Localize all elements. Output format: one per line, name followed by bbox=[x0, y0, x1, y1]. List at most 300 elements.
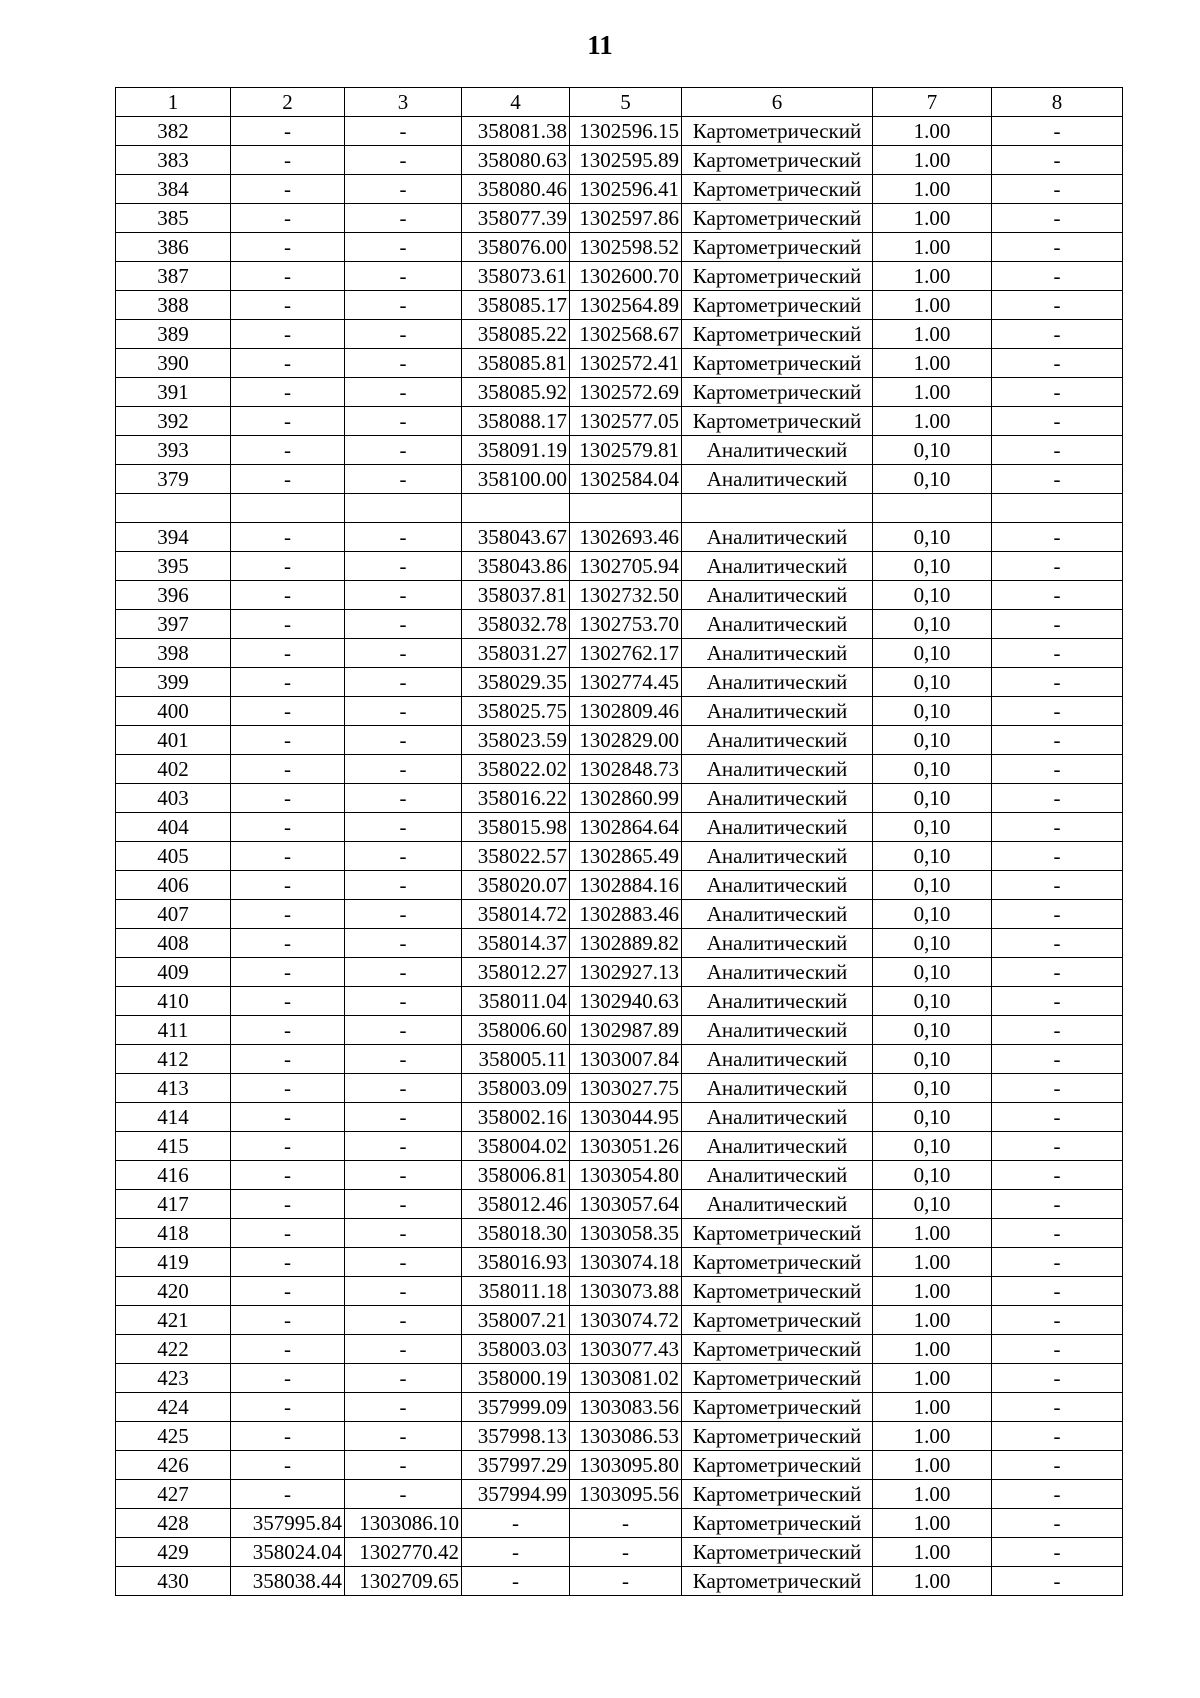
cell-note: - bbox=[992, 1074, 1123, 1103]
cell-old-x: - bbox=[231, 726, 345, 755]
cell-new-x: 357998.13 bbox=[462, 1422, 570, 1451]
cell-note bbox=[992, 494, 1123, 523]
cell-accuracy: 1.00 bbox=[873, 378, 992, 407]
cell-old-y: - bbox=[345, 610, 462, 639]
cell-new-x: 358002.16 bbox=[462, 1103, 570, 1132]
cell-method: Аналитический bbox=[682, 1190, 873, 1219]
cell-new-y: 1302987.89 bbox=[570, 1016, 682, 1045]
cell-note: - bbox=[992, 755, 1123, 784]
cell-old-y: - bbox=[345, 987, 462, 1016]
cell-old-y: - bbox=[345, 697, 462, 726]
cell-method: Картометрический bbox=[682, 1538, 873, 1567]
cell-new-y: 1302848.73 bbox=[570, 755, 682, 784]
cell-accuracy: 1.00 bbox=[873, 1306, 992, 1335]
cell-note: - bbox=[992, 1364, 1123, 1393]
table-row bbox=[116, 1161, 1123, 1190]
cell-old-x: - bbox=[231, 320, 345, 349]
cell-note: - bbox=[992, 523, 1123, 552]
table-row bbox=[116, 1364, 1123, 1393]
table-row bbox=[116, 1567, 1123, 1596]
cell-old-x: - bbox=[231, 407, 345, 436]
cell-new-y: 1302865.49 bbox=[570, 842, 682, 871]
cell-new-y: 1303081.02 bbox=[570, 1364, 682, 1393]
cell-old-y: - bbox=[345, 407, 462, 436]
cell-note: - bbox=[992, 233, 1123, 262]
cell-new-y: 1303058.35 bbox=[570, 1219, 682, 1248]
cell-new-y: 1302600.70 bbox=[570, 262, 682, 291]
table-row bbox=[116, 755, 1123, 784]
cell-old-y: - bbox=[345, 958, 462, 987]
cell-accuracy: 0,10 bbox=[873, 465, 992, 494]
cell-point-number: 427 bbox=[116, 1480, 231, 1509]
cell-old-y: 1302770.42 bbox=[345, 1538, 462, 1567]
cell-old-x: 358024.04 bbox=[231, 1538, 345, 1567]
table-row bbox=[116, 1538, 1123, 1567]
cell-note: - bbox=[992, 465, 1123, 494]
table-row bbox=[116, 1016, 1123, 1045]
cell-accuracy: 1.00 bbox=[873, 1248, 992, 1277]
cell-new-y: 1302577.05 bbox=[570, 407, 682, 436]
column-header: 1 bbox=[116, 88, 231, 117]
cell-old-y: - bbox=[345, 436, 462, 465]
cell-new-y: 1303086.53 bbox=[570, 1422, 682, 1451]
cell-new-y: 1302809.46 bbox=[570, 697, 682, 726]
cell-accuracy: 0,10 bbox=[873, 581, 992, 610]
cell-note: - bbox=[992, 436, 1123, 465]
cell-old-x: - bbox=[231, 1422, 345, 1451]
cell-new-x: 358003.03 bbox=[462, 1335, 570, 1364]
cell-old-y: - bbox=[345, 146, 462, 175]
cell-method: Картометрический bbox=[682, 1567, 873, 1596]
cell-new-y: 1302596.41 bbox=[570, 175, 682, 204]
cell-new-x: 358037.81 bbox=[462, 581, 570, 610]
cell-method: Аналитический bbox=[682, 1045, 873, 1074]
cell-method: Аналитический bbox=[682, 871, 873, 900]
cell-new-x: 358004.02 bbox=[462, 1132, 570, 1161]
table-row bbox=[116, 726, 1123, 755]
cell-note: - bbox=[992, 610, 1123, 639]
cell-point-number: 396 bbox=[116, 581, 231, 610]
cell-new-y: 1302762.17 bbox=[570, 639, 682, 668]
cell-note: - bbox=[992, 1451, 1123, 1480]
cell-old-y: - bbox=[345, 291, 462, 320]
cell-old-y: - bbox=[345, 233, 462, 262]
cell-new-y: - bbox=[570, 1538, 682, 1567]
cell-point-number: 420 bbox=[116, 1277, 231, 1306]
cell-accuracy: 0,10 bbox=[873, 1132, 992, 1161]
cell-point-number: 421 bbox=[116, 1306, 231, 1335]
cell-old-y: - bbox=[345, 668, 462, 697]
cell-method: Аналитический bbox=[682, 1132, 873, 1161]
cell-new-x: 357997.29 bbox=[462, 1451, 570, 1480]
cell-new-x: 358085.22 bbox=[462, 320, 570, 349]
cell-new-x: 358015.98 bbox=[462, 813, 570, 842]
table-row bbox=[116, 784, 1123, 813]
cell-old-x: - bbox=[231, 900, 345, 929]
cell-new-x: 358085.81 bbox=[462, 349, 570, 378]
cell-point-number bbox=[116, 494, 231, 523]
cell-point-number: 405 bbox=[116, 842, 231, 871]
cell-accuracy: 0,10 bbox=[873, 900, 992, 929]
cell-note: - bbox=[992, 668, 1123, 697]
cell-old-y: - bbox=[345, 262, 462, 291]
cell-old-y: - bbox=[345, 1306, 462, 1335]
cell-method: Аналитический bbox=[682, 1074, 873, 1103]
cell-point-number: 385 bbox=[116, 204, 231, 233]
cell-new-x: 358031.27 bbox=[462, 639, 570, 668]
cell-method: Картометрический bbox=[682, 1451, 873, 1480]
cell-old-x bbox=[231, 494, 345, 523]
cell-old-x: - bbox=[231, 233, 345, 262]
cell-new-x: 358014.37 bbox=[462, 929, 570, 958]
table-row bbox=[116, 407, 1123, 436]
cell-note: - bbox=[992, 1277, 1123, 1306]
cell-new-x: 358029.35 bbox=[462, 668, 570, 697]
cell-old-x: - bbox=[231, 204, 345, 233]
cell-point-number: 410 bbox=[116, 987, 231, 1016]
cell-new-x: 358014.72 bbox=[462, 900, 570, 929]
cell-old-y: - bbox=[345, 842, 462, 871]
cell-note: - bbox=[992, 175, 1123, 204]
cell-method: Картометрический bbox=[682, 1509, 873, 1538]
cell-new-y: 1302584.04 bbox=[570, 465, 682, 494]
table-row bbox=[116, 117, 1123, 146]
table-row bbox=[116, 291, 1123, 320]
cell-new-y: 1302860.99 bbox=[570, 784, 682, 813]
cell-accuracy: 1.00 bbox=[873, 1219, 992, 1248]
cell-method: Аналитический bbox=[682, 697, 873, 726]
cell-new-x: 358085.17 bbox=[462, 291, 570, 320]
cell-accuracy: 0,10 bbox=[873, 842, 992, 871]
cell-new-y: - bbox=[570, 1509, 682, 1538]
cell-note: - bbox=[992, 1248, 1123, 1277]
table-row bbox=[116, 813, 1123, 842]
column-header: 4 bbox=[462, 88, 570, 117]
cell-new-y: 1302927.13 bbox=[570, 958, 682, 987]
cell-new-y: 1303054.80 bbox=[570, 1161, 682, 1190]
cell-old-y: - bbox=[345, 1132, 462, 1161]
cell-old-x: - bbox=[231, 1103, 345, 1132]
cell-point-number: 415 bbox=[116, 1132, 231, 1161]
cell-method: Аналитический bbox=[682, 1016, 873, 1045]
cell-new-x: 358018.30 bbox=[462, 1219, 570, 1248]
cell-new-x: 358022.02 bbox=[462, 755, 570, 784]
table-row bbox=[116, 1074, 1123, 1103]
cell-point-number: 424 bbox=[116, 1393, 231, 1422]
column-number-row bbox=[116, 88, 1123, 117]
cell-new-y: 1302568.67 bbox=[570, 320, 682, 349]
table-row bbox=[116, 900, 1123, 929]
cell-method: Картометрический bbox=[682, 204, 873, 233]
cell-point-number: 389 bbox=[116, 320, 231, 349]
cell-method: Картометрический bbox=[682, 1248, 873, 1277]
table-row bbox=[116, 233, 1123, 262]
cell-old-x: - bbox=[231, 1451, 345, 1480]
cell-new-y: 1302940.63 bbox=[570, 987, 682, 1016]
cell-point-number: 404 bbox=[116, 813, 231, 842]
table-row bbox=[116, 320, 1123, 349]
cell-old-y: - bbox=[345, 349, 462, 378]
cell-note: - bbox=[992, 929, 1123, 958]
cell-new-x: - bbox=[462, 1538, 570, 1567]
cell-old-y: - bbox=[345, 1219, 462, 1248]
cell-accuracy: 1.00 bbox=[873, 146, 992, 175]
cell-new-x: 358022.57 bbox=[462, 842, 570, 871]
cell-method: Картометрический bbox=[682, 1335, 873, 1364]
table-row bbox=[116, 581, 1123, 610]
cell-method: Аналитический bbox=[682, 726, 873, 755]
cell-new-x: 358006.81 bbox=[462, 1161, 570, 1190]
cell-accuracy: 0,10 bbox=[873, 1074, 992, 1103]
cell-new-x: 357994.99 bbox=[462, 1480, 570, 1509]
cell-old-y: - bbox=[345, 726, 462, 755]
cell-method: Аналитический bbox=[682, 581, 873, 610]
table-row bbox=[116, 1219, 1123, 1248]
cell-accuracy: 1.00 bbox=[873, 1509, 992, 1538]
cell-old-y: - bbox=[345, 900, 462, 929]
cell-new-x: 358077.39 bbox=[462, 204, 570, 233]
cell-point-number: 384 bbox=[116, 175, 231, 204]
cell-new-x: 358000.19 bbox=[462, 1364, 570, 1393]
cell-old-y: - bbox=[345, 1190, 462, 1219]
cell-method: Аналитический bbox=[682, 465, 873, 494]
cell-old-y: - bbox=[345, 1277, 462, 1306]
cell-new-x bbox=[462, 494, 570, 523]
cell-old-x: - bbox=[231, 175, 345, 204]
cell-note: - bbox=[992, 262, 1123, 291]
table-row bbox=[116, 1132, 1123, 1161]
cell-method: Картометрический bbox=[682, 1219, 873, 1248]
cell-old-y: - bbox=[345, 639, 462, 668]
cell-new-x: 358043.86 bbox=[462, 552, 570, 581]
cell-new-y: 1303027.75 bbox=[570, 1074, 682, 1103]
cell-new-x: - bbox=[462, 1509, 570, 1538]
cell-accuracy: 1.00 bbox=[873, 291, 992, 320]
cell-accuracy bbox=[873, 494, 992, 523]
table-row bbox=[116, 987, 1123, 1016]
cell-old-x: - bbox=[231, 523, 345, 552]
table-row bbox=[116, 1045, 1123, 1074]
cell-new-y: 1302579.81 bbox=[570, 436, 682, 465]
cell-accuracy: 1.00 bbox=[873, 262, 992, 291]
cell-new-y: 1303083.56 bbox=[570, 1393, 682, 1422]
cell-new-x: 358007.21 bbox=[462, 1306, 570, 1335]
cell-old-y: - bbox=[345, 320, 462, 349]
cell-point-number: 387 bbox=[116, 262, 231, 291]
cell-new-x: 358088.17 bbox=[462, 407, 570, 436]
cell-old-x: - bbox=[231, 1132, 345, 1161]
cell-point-number: 379 bbox=[116, 465, 231, 494]
cell-new-y: 1303057.64 bbox=[570, 1190, 682, 1219]
cell-method: Аналитический bbox=[682, 755, 873, 784]
table-row bbox=[116, 1451, 1123, 1480]
cell-note: - bbox=[992, 1219, 1123, 1248]
cell-old-x: - bbox=[231, 1335, 345, 1364]
cell-point-number: 403 bbox=[116, 784, 231, 813]
table-row bbox=[116, 378, 1123, 407]
cell-point-number: 399 bbox=[116, 668, 231, 697]
cell-accuracy: 1.00 bbox=[873, 407, 992, 436]
cell-method: Аналитический bbox=[682, 1103, 873, 1132]
cell-new-y: 1303073.88 bbox=[570, 1277, 682, 1306]
cell-point-number: 429 bbox=[116, 1538, 231, 1567]
cell-point-number: 395 bbox=[116, 552, 231, 581]
table-row bbox=[116, 668, 1123, 697]
cell-new-y: 1302889.82 bbox=[570, 929, 682, 958]
cell-point-number: 417 bbox=[116, 1190, 231, 1219]
cell-note: - bbox=[992, 1161, 1123, 1190]
cell-old-y: - bbox=[345, 523, 462, 552]
cell-old-x: - bbox=[231, 639, 345, 668]
cell-note: - bbox=[992, 726, 1123, 755]
cell-old-y: - bbox=[345, 1422, 462, 1451]
cell-new-x: 358076.00 bbox=[462, 233, 570, 262]
cell-point-number: 422 bbox=[116, 1335, 231, 1364]
cell-method: Аналитический bbox=[682, 610, 873, 639]
cell-new-y: 1302693.46 bbox=[570, 523, 682, 552]
table-row bbox=[116, 1103, 1123, 1132]
cell-old-x: 357995.84 bbox=[231, 1509, 345, 1538]
cell-old-y: - bbox=[345, 1103, 462, 1132]
cell-new-x: 358032.78 bbox=[462, 610, 570, 639]
cell-note: - bbox=[992, 1538, 1123, 1567]
cell-method: Картометрический bbox=[682, 1306, 873, 1335]
column-header: 7 bbox=[873, 88, 992, 117]
cell-accuracy: 1.00 bbox=[873, 1567, 992, 1596]
cell-new-y bbox=[570, 494, 682, 523]
table-row bbox=[116, 436, 1123, 465]
cell-old-x: - bbox=[231, 929, 345, 958]
table-row bbox=[116, 1248, 1123, 1277]
cell-accuracy: 0,10 bbox=[873, 958, 992, 987]
cell-new-x: 358081.38 bbox=[462, 117, 570, 146]
cell-accuracy: 0,10 bbox=[873, 1045, 992, 1074]
cell-method: Аналитический bbox=[682, 929, 873, 958]
cell-point-number: 423 bbox=[116, 1364, 231, 1393]
column-header: 5 bbox=[570, 88, 682, 117]
cell-new-y: 1302572.69 bbox=[570, 378, 682, 407]
cell-accuracy: 0,10 bbox=[873, 1016, 992, 1045]
cell-note: - bbox=[992, 1132, 1123, 1161]
cell-old-y: 1302709.65 bbox=[345, 1567, 462, 1596]
cell-new-x: 358016.93 bbox=[462, 1248, 570, 1277]
cell-accuracy: 0,10 bbox=[873, 668, 992, 697]
table-row bbox=[116, 523, 1123, 552]
table-row bbox=[116, 1393, 1123, 1422]
cell-method: Аналитический bbox=[682, 784, 873, 813]
cell-old-x: - bbox=[231, 1277, 345, 1306]
cell-accuracy: 0,10 bbox=[873, 639, 992, 668]
cell-point-number: 392 bbox=[116, 407, 231, 436]
cell-note: - bbox=[992, 117, 1123, 146]
cell-old-x: - bbox=[231, 378, 345, 407]
cell-accuracy: 0,10 bbox=[873, 813, 992, 842]
cell-note: - bbox=[992, 552, 1123, 581]
cell-method: Картометрический bbox=[682, 233, 873, 262]
cell-old-x: - bbox=[231, 1248, 345, 1277]
cell-note: - bbox=[992, 1016, 1123, 1045]
cell-old-x: - bbox=[231, 755, 345, 784]
column-header: 2 bbox=[231, 88, 345, 117]
cell-method: Картометрический bbox=[682, 117, 873, 146]
column-header: 8 bbox=[992, 88, 1123, 117]
cell-new-y: 1303074.18 bbox=[570, 1248, 682, 1277]
cell-point-number: 407 bbox=[116, 900, 231, 929]
cell-point-number: 414 bbox=[116, 1103, 231, 1132]
cell-old-y: - bbox=[345, 929, 462, 958]
cell-method: Аналитический bbox=[682, 1161, 873, 1190]
cell-accuracy: 0,10 bbox=[873, 1103, 992, 1132]
cell-old-y bbox=[345, 494, 462, 523]
cell-old-x: - bbox=[231, 291, 345, 320]
cell-old-y: - bbox=[345, 581, 462, 610]
cell-point-number: 400 bbox=[116, 697, 231, 726]
cell-new-x: 357999.09 bbox=[462, 1393, 570, 1422]
table-row bbox=[116, 262, 1123, 291]
cell-method: Аналитический bbox=[682, 552, 873, 581]
cell-note: - bbox=[992, 1103, 1123, 1132]
coordinates-table bbox=[115, 87, 1123, 1596]
cell-note: - bbox=[992, 1190, 1123, 1219]
cell-old-x: - bbox=[231, 552, 345, 581]
cell-old-y: - bbox=[345, 1393, 462, 1422]
cell-accuracy: 0,10 bbox=[873, 784, 992, 813]
cell-new-x: 358073.61 bbox=[462, 262, 570, 291]
cell-new-y: 1303044.95 bbox=[570, 1103, 682, 1132]
cell-old-y: - bbox=[345, 1074, 462, 1103]
table-row bbox=[116, 610, 1123, 639]
cell-point-number: 397 bbox=[116, 610, 231, 639]
cell-note: - bbox=[992, 958, 1123, 987]
cell-accuracy: 0,10 bbox=[873, 552, 992, 581]
cell-method: Аналитический bbox=[682, 900, 873, 929]
cell-new-x: 358016.22 bbox=[462, 784, 570, 813]
cell-point-number: 412 bbox=[116, 1045, 231, 1074]
cell-new-x: 358011.18 bbox=[462, 1277, 570, 1306]
cell-note: - bbox=[992, 1045, 1123, 1074]
cell-new-x: 358003.09 bbox=[462, 1074, 570, 1103]
cell-old-x: - bbox=[231, 146, 345, 175]
cell-note: - bbox=[992, 1567, 1123, 1596]
cell-note: - bbox=[992, 1509, 1123, 1538]
cell-new-x: 358043.67 bbox=[462, 523, 570, 552]
cell-note: - bbox=[992, 204, 1123, 233]
cell-old-x: - bbox=[231, 1074, 345, 1103]
cell-old-x: - bbox=[231, 871, 345, 900]
cell-point-number: 388 bbox=[116, 291, 231, 320]
cell-accuracy: 1.00 bbox=[873, 175, 992, 204]
cell-method: Аналитический bbox=[682, 958, 873, 987]
cell-point-number: 413 bbox=[116, 1074, 231, 1103]
cell-method: Картометрический bbox=[682, 378, 873, 407]
cell-note: - bbox=[992, 842, 1123, 871]
cell-new-x: 358100.00 bbox=[462, 465, 570, 494]
cell-method: Картометрический bbox=[682, 262, 873, 291]
cell-new-y: 1302564.89 bbox=[570, 291, 682, 320]
cell-new-x: 358080.63 bbox=[462, 146, 570, 175]
cell-old-x: - bbox=[231, 1219, 345, 1248]
cell-old-y: - bbox=[345, 1161, 462, 1190]
cell-point-number: 398 bbox=[116, 639, 231, 668]
table-row bbox=[116, 639, 1123, 668]
table-row bbox=[116, 349, 1123, 378]
cell-point-number: 382 bbox=[116, 117, 231, 146]
table-row bbox=[116, 1306, 1123, 1335]
cell-old-y: - bbox=[345, 813, 462, 842]
cell-note: - bbox=[992, 146, 1123, 175]
cell-method: Аналитический bbox=[682, 639, 873, 668]
table-row bbox=[116, 1509, 1123, 1538]
